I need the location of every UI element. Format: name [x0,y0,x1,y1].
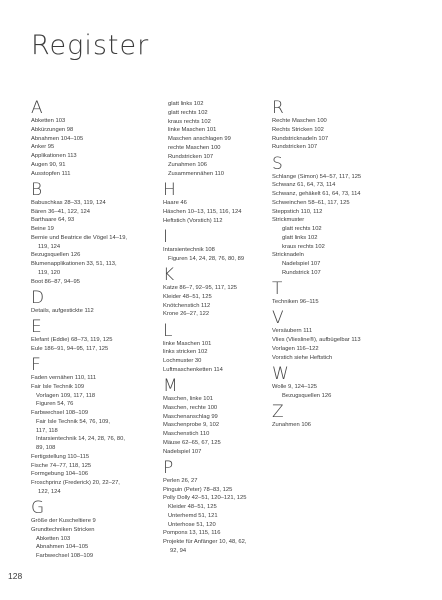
index-entry: Maschen anschlagen 99 [168,136,231,142]
index-entry: Faden vernähen 110, 111 [31,375,97,381]
section-letter: M [163,376,178,396]
index-entry: Unterhemd 51, 121 [168,512,218,519]
index-entry: Babuschkas 28–33, 119, 124 [31,199,106,206]
index-entry: Details, aufgestickte 112 [31,307,94,314]
index-entry: Maschenanschlag 99 [163,413,218,420]
index-entry: Wolle 9, 124–125 [272,383,318,390]
index-entry: Rechts Stricken 102 [272,126,324,133]
index-section [31,357,159,497]
index-entry: Abketten 103 [31,118,66,124]
index-section [163,457,291,556]
section-letter: R [272,98,284,118]
index-entry: Vorlagen 116–122 [272,345,319,352]
index-entry: Unterhose 51, 120 [168,521,216,528]
index-entry: Maschen, rechte 100 [163,404,218,411]
index-entry: Barthaare 64, 93 [31,217,75,224]
index-section [272,310,400,362]
index-entry: Zunahmen 106 [272,421,311,428]
index-entry: Grundtechniken Stricken [31,526,95,533]
section-letter: K [163,265,175,285]
section-letter: E [31,317,42,337]
index-section [272,401,400,430]
index-entry: kraus rechts 102 [168,118,211,125]
index-entry: glatt links 102 [282,234,318,241]
index-entry: Blumenapplikationen 33, 51, 113, [31,261,117,267]
index-entry: Katze 86–7, 92–95, 117, 125 [163,285,238,291]
section-letter: D [31,287,45,308]
index-entry: linke Maschen 101 [168,127,217,134]
index-entry: Abnahmen 104–105 [31,135,84,142]
index-entry: 92, 94 [170,547,187,554]
index-entry: Augen 90, 91 [31,161,66,168]
index-entry: Strickmuster [272,217,305,224]
index-entry: Boot 86–87, 94–95 [31,278,80,285]
index-entry: Vorstich siehe Heftstich [272,354,333,361]
index-entry: Steppstich 110, 112 [272,208,323,215]
section-letter: I [163,227,169,247]
page-number: 128 [8,571,23,581]
index-entry: Häschen 10–13, 115, 116, 124 [163,209,242,215]
section-letter: A [31,98,43,118]
index-entry: Fair Isle Technik 54, 76, 109, [36,418,111,425]
index-entry: Pinguin (Peter) 78–83, 125 [163,486,233,493]
index-entry: Schwanz, gehäkelt 61, 64, 73, 114 [272,191,361,197]
index-entry: Krone 26–27, 122 [163,311,210,318]
index-section [272,100,400,152]
index-entry: Projekte für Anfänger 10, 48, 62, [163,539,247,545]
index-entry: Figuren 14, 24, 28, 76, 80, 89 [168,255,245,262]
section-letter: F [31,355,41,375]
index-entry: Fair Isle Technik 109 [31,383,85,390]
index-entry: Eule 186–91, 94–95, 117, 125 [31,345,109,352]
index-entry: Abketten 103 [36,535,71,542]
index-entry: Nadelspiel 107 [282,261,321,267]
index-section [31,500,159,561]
index-section [31,287,159,316]
index-entry: Zunahmen 106 [168,162,207,169]
index-entry: Nadelspiel 107 [163,448,202,455]
index-entry: Rundstricken 107 [168,153,214,160]
index-section [31,100,159,178]
index-entry: Lochmuster 30 [163,358,202,364]
index-entry: Techniken 96–115 [272,299,319,305]
index-entry: Elefant (Eddie) 68–73, 119, 125 [31,337,113,343]
index-entry: Bezugsquellen 126 [31,252,81,259]
index-entry: Kleider 48–51, 125 [163,293,212,300]
section-letter: B [31,179,43,200]
index-entry: Knötchenstich 112 [163,302,211,309]
index-entry: Perlen 26, 27 [163,477,198,484]
index-entry: Schwanz 61, 64, 73, 114 [272,182,336,189]
section-letter: V [272,308,284,329]
index-entry: Applikationen 113 [31,153,77,159]
index-entry: Luftmaschenketten 114 [163,366,223,373]
section-letter: S [272,153,283,174]
index-entry: Farbwechsel 108–109 [36,553,94,559]
section-letter: L [163,320,173,341]
index-entry: Vlies (Vliesline®), aufbügelbar 113 [272,337,361,343]
index-entry: links stricken 102 [163,349,208,356]
index-entry: Maschenprobe 9, 102 [163,422,220,429]
index-section [272,363,400,401]
section-letter: T [272,279,283,299]
index-entry: Rundstrick 107 [282,269,321,276]
index-entry: Versäubern 111 [272,328,313,335]
index-section [272,281,400,307]
index-section [31,179,159,287]
index-entry: Rundstricken 107 [272,144,318,151]
index-entry: Polly Dolly 42–51, 120–121, 125 [163,495,247,502]
page-title: Register [31,30,150,61]
index-entry: Schweinchen 58–61, 117, 125 [272,199,350,206]
index-entry: glatt links 102 [168,101,204,107]
index-section [272,153,400,278]
index-entry: Rundstricknadeln 107 [272,135,329,142]
index-entry: Rechte Maschen 100 [272,118,327,124]
index-entry: Maschenstich 110 [163,431,210,437]
index-entry: Pompons 13, 115, 116 [163,530,221,537]
section-letter: H [163,180,176,201]
section-letter: P [163,457,174,478]
index-entry: Froschprinz (Frederick) 20, 22–27, [31,480,120,486]
section-letter: Z [272,401,284,422]
index-entry: linke Maschen 101 [163,340,212,347]
index-entry: Stricknadeln [272,252,304,259]
index-column-1 [31,100,159,564]
section-letter: W [272,363,289,384]
index-entry: rechte Maschen 100 [168,144,221,151]
index-entry: Bezugsquellen 126 [282,392,332,399]
index-entry: Ausstopfen 111 [31,170,71,177]
index-entry: 117, 118 [36,427,58,434]
index-entry: Fische 74–77, 118, 125 [31,462,92,469]
index-entry: Anker 95 [31,144,55,151]
index-entry: glatt rechts 102 [282,226,322,232]
index-entry: Kleider 48–51, 125 [168,504,217,510]
index-entry: Vorlagen 109, 117, 118 [36,392,96,399]
index-entry: Bernie und Beatrice die Vögel 14–19, [31,234,128,241]
index-entry: Abnahmen 104–105 [36,544,89,551]
index-entry: Haare 46 [163,200,187,207]
index-column-3 [272,100,400,433]
section-letter: G [31,498,45,518]
index-entry: Schlange (Simon) 54–57, 117, 125 [272,173,362,180]
index-entry: Abkürzungen 98 [31,126,74,133]
index-entry: Farbwechsel 108–109 [31,410,89,416]
index-entry: 89, 108 [36,445,56,451]
index-entry: Formgebung 104–106 [31,471,89,478]
index-entry: Zusammennähen 110 [168,171,224,177]
index-section [31,319,159,354]
index-entry: 119, 120 [38,269,61,276]
index-entry: Mäuse 62–65, 67, 125 [163,439,221,446]
index-entry: Intarsientechnik 108 [163,247,215,253]
index-entry: kraus rechts 102 [282,243,325,250]
index-entry: Heftstich (Vorstich) 112 [163,217,223,224]
index-entry: Maschen, linke 101 [163,396,213,402]
index-entry: glatt rechts 102 [168,109,208,116]
index-entry: 119, 124 [38,243,61,250]
index-entry: 122, 124 [38,488,61,495]
index-entry: Bären 36–41, 122, 124 [31,208,90,215]
index-entry: Beine 19 [31,226,54,232]
index-entry: Figuren 54, 76 [36,401,74,408]
index-entry: Fertigstellung 110–115 [31,453,90,460]
index-entry: Intarsientechnik 14, 24, 28, 76, 80, [36,436,125,443]
index-entry: Größe der Kuscheltiere 9 [31,518,96,524]
